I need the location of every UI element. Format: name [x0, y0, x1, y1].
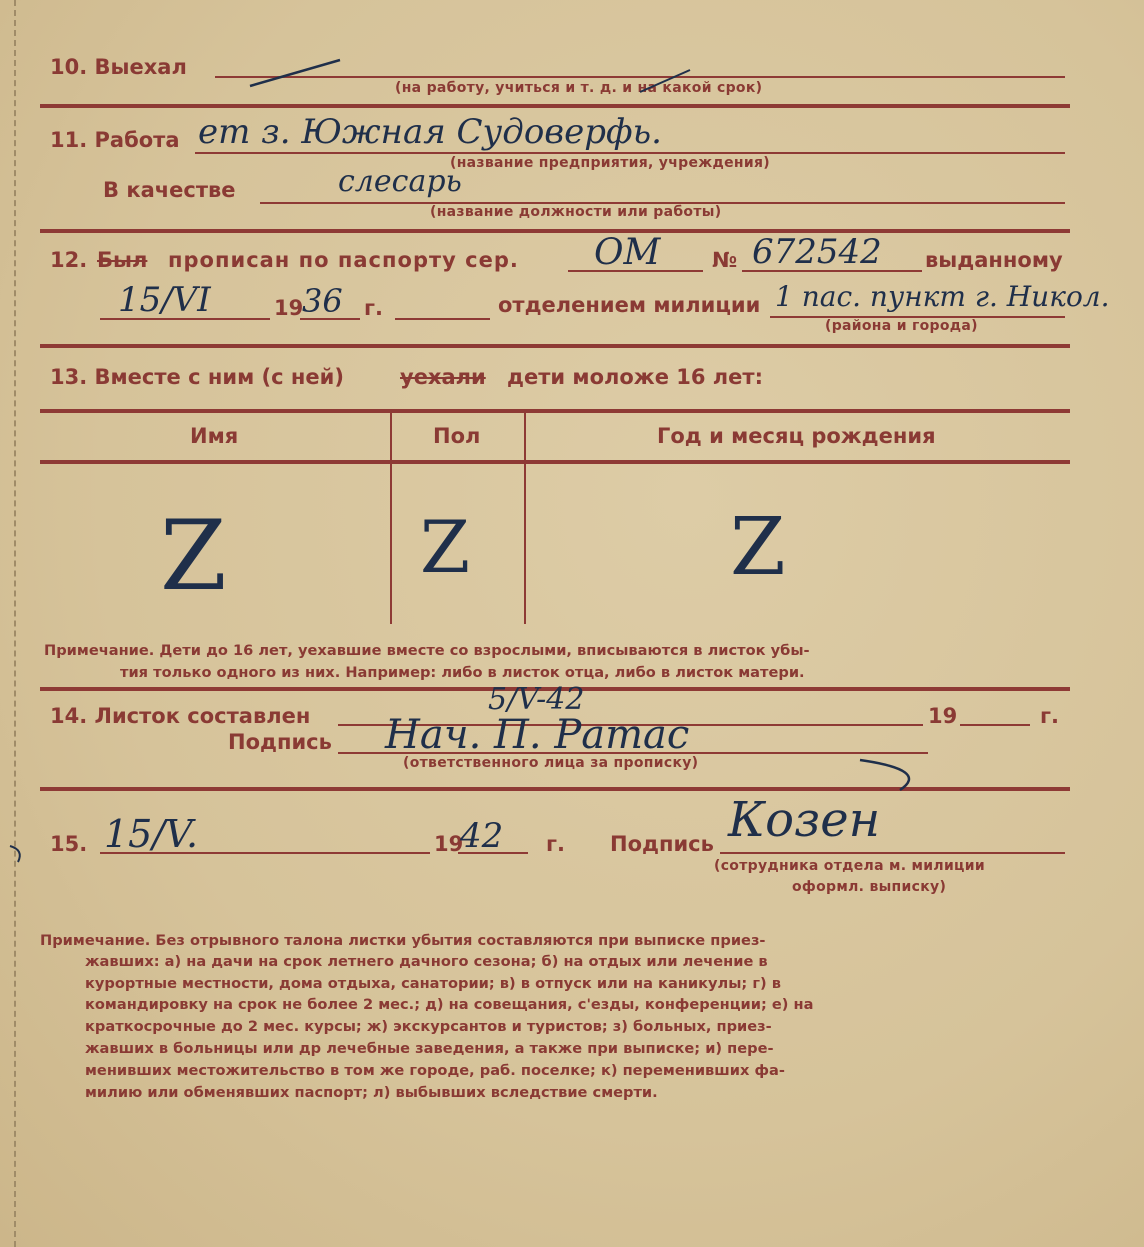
section-12-number: 12. — [50, 248, 88, 272]
section-14-label: 14. Листок составлен — [50, 704, 311, 728]
issue-date: 15/VI — [118, 280, 211, 320]
compiled-year-prefix: 19 — [928, 704, 958, 728]
section-10-slash-stroke — [640, 70, 690, 92]
section-15-signature: Козен — [728, 792, 881, 848]
footnote-line: курортные местности, дома отдыха, санатории; в) в отпуск или на каникулы; г) в — [85, 975, 781, 992]
sex-cell-mark: Z — [420, 505, 471, 589]
column-birth-header: Год и месяц рождения — [657, 424, 936, 448]
section-15-sign-label: Подпись — [610, 832, 714, 856]
section-14-sign-label: Подпись — [228, 730, 332, 754]
section-11-role-label: В качестве — [103, 178, 236, 202]
section-11-value: ет з. Южная Судоверфь. — [198, 112, 662, 152]
footnote-line: краткосрочные до 2 мес. курсы; ж) экскурсантов и туристов; з) больных, приез- — [85, 1018, 772, 1035]
margin-mark-stroke — [10, 846, 20, 862]
issued-label: выданному — [925, 248, 1063, 272]
issue-year-suffix: 36 — [302, 282, 343, 320]
section-11-label: 11. Работа — [50, 128, 180, 152]
section-15-sign-caption-2: оформл. выписку) — [792, 879, 947, 895]
extract-year-suffix: 42 — [460, 816, 504, 856]
compiled-date-value: 5/V-42 — [488, 682, 585, 717]
footnote-line: менивших местожительство в том же городе, раб. поселке; к) переменивших фа- — [85, 1062, 785, 1079]
section-12-struck-word: Был — [97, 248, 148, 272]
section-15-sign-caption-1: (сотрудника отдела м. милиции — [714, 858, 985, 874]
section-13-label-end: дети моложе 16 лет: — [507, 365, 763, 389]
section-11-role-caption: (название должности или работы) — [430, 204, 722, 220]
department-value: 1 пас. пункт г. Никол. — [775, 280, 1110, 313]
footnote-line: командировку на срок не более 2 мес.; д) на совещания, с'езды, конференции; е) на — [85, 996, 814, 1013]
extract-year-unit: г. — [546, 832, 565, 856]
name-cell-mark: Z — [160, 500, 227, 612]
section-10-label: 10. Выехал — [50, 55, 187, 79]
children-note-line-2: тия только одного из них. Например: либо в листок отца, либо в листок матери. — [120, 664, 805, 681]
signature-tail-stroke — [860, 760, 909, 790]
birth-cell-mark: Z — [730, 500, 786, 593]
section-11-role-value: слесарь — [338, 164, 462, 199]
issue-year-unit: г. — [364, 296, 383, 320]
compiled-year-unit: г. — [1040, 704, 1059, 728]
section-12-label: прописан по паспорту сер. — [168, 248, 519, 272]
department-caption: (района и города) — [825, 318, 978, 334]
section-14-sign-caption: (ответственного лица за прописку) — [403, 755, 699, 771]
section-10-caption: (на работу, учиться и т. д. и на какой срок) — [395, 80, 763, 96]
section-10-dash-stroke — [250, 60, 340, 86]
section-15-label: 15. — [50, 832, 88, 856]
passport-no-label: № — [712, 248, 738, 272]
footnote-line: жавших: а) на дачи на срок летнего дачного сезона; б) на отдых или лечение в — [85, 953, 768, 970]
department-label: отделением милиции — [498, 293, 761, 317]
column-name-header: Имя — [190, 424, 239, 448]
footnote-line: жавших в больницы или др лечебные заведения, а также при выписке; и) пере- — [85, 1040, 774, 1057]
passport-number: 672542 — [752, 232, 882, 272]
column-sex-header: Пол — [433, 424, 481, 448]
section-13-struck-word: уехали — [400, 365, 486, 389]
extract-date-value: 15/V. — [104, 812, 199, 856]
section-14-signature: Нач. П. Ратас — [385, 712, 690, 758]
section-11-caption: (название предприятия, учреждения) — [450, 155, 770, 171]
passport-series: ОМ — [594, 232, 661, 273]
footnote-line: милию или обменявших паспорт; л) выбывших вследствие смерти. — [85, 1084, 658, 1101]
footnote-line: Примечание. Без отрывного талона листки убытия составляются при выписке приез- — [40, 932, 766, 949]
extract-year-prefix: 19 — [434, 832, 464, 856]
issue-year-prefix: 19 — [274, 296, 304, 320]
children-note-line-1: Примечание. Дети до 16 лет, уехавшие вместе со взрослыми, вписываются в листок убы- — [44, 642, 810, 659]
section-13-label-start: 13. Вместе с ним (с ней) — [50, 365, 344, 389]
